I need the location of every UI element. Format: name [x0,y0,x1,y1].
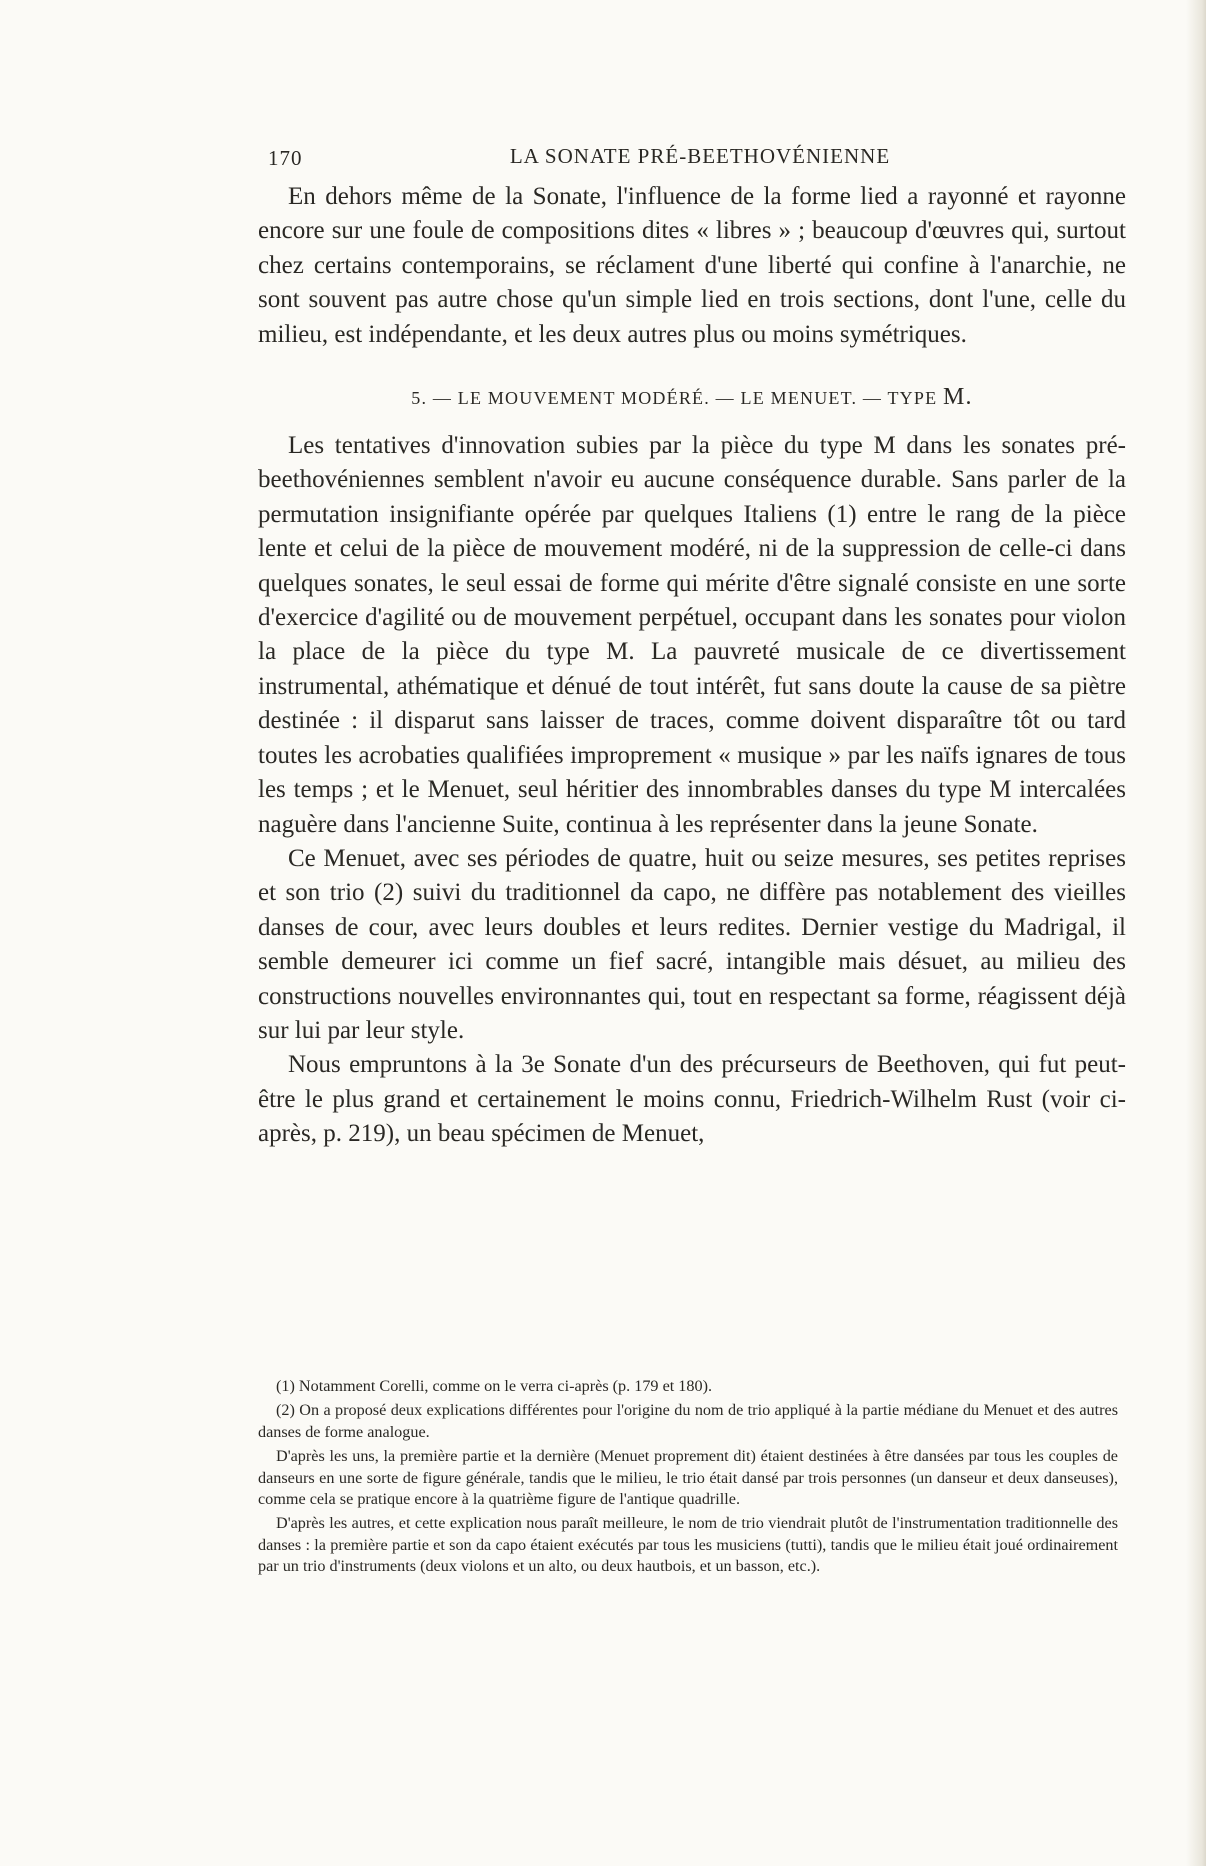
heading-dash: — [862,388,883,409]
section-heading [258,384,1126,411]
heading-dash: — [432,388,453,409]
page-edge-shadow [1186,0,1206,1866]
heading-type-letter: M. [942,384,973,411]
paragraph-menuet-form: Ce Menuet, avec ses périodes de quatre, huit ou seize mesures, ses petites reprises et son trio (2) suivi du traditionnel da capo, ne diffère pas notablement des vieilles danses de cour, avec leurs doubles et leurs redites. Dernier vestige du Madrigal, il semble demeurer ici comme un fief sacré, intangible mais désuet, au milieu des constructions nouvelles environnantes qui, tout en respectant sa forme, réagissent déjà sur lui par leur style. [258,844,1126,1044]
paragraph-lied-influence: En dehors même de la Sonate, l'influence de la forme lied a rayonné et rayonne encore sur une foule de compositions dites « libres » ; beaucoup d'œuvres qui, surtout chez certains contemporains, se réclament d'une liberté qui confine à l'anarchie, ne sont souvent pas autre chose qu'un simple lied en trois sections, dont l'une, celle du milieu, est indépendante, et les deux autres plus ou moins symétriques. [258,183,1126,348]
paragraph-rust-example: Nous empruntons à la 3e Sonate d'un des précurseurs de Beethoven, qui fut peut-être le plus grand et certainement le moins connu, Friedrich-Wilhelm Rust (voir ci-après, p. 219), un beau spécimen de Menuet, [258,1051,1126,1148]
page-number: 170 [268,146,303,170]
heading-part-type: TYPE [887,388,938,409]
paragraph-innovations: Les tentatives d'innovation subies par la pièce du type M dans les sonates pré-beethovéniennes semblent n'avoir eu aucune conséquence durable. Sans parler de la permutation insignifiante opérée par quelques Italiens (1) entre le rang de la pièce lente et celui de la pièce de mouvement modéré, ni de la suppression de celle-ci dans quelques sonates, le seul essai de forme qui mérite d'être signalé consiste en une sorte d'exercice d'agilité ou de mouvement perpétuel, occupant dans les sonates pour violon la place de la pièce du type M. La pauvreté musicale de ce divertissement instrumental, athématique et dénué de tout intérêt, fut sans doute la cause de sa piètre destinée : il disparut sans laisser de traces, comme doivent disparaître tôt ou tard toutes les acrobaties qualifiées improprement « musique » par les naïfs ignares de tous les temps ; et le Menuet, seul héritier des innombrables danses du type M intercalées naguère dans l'ancienne Suite, continua à les représenter dans la jeune Sonate. [258,432,1126,838]
footnote-1: (1) Notamment Corelli, comme on le verra ci-après (p. 179 et 180). [276,1377,713,1395]
footnote-2: (2) On a proposé deux explications différentes pour l'origine du nom de trio appliqué à la partie médiane du Menuet et des autres danses de forme analogue. [258,1401,1118,1441]
page-header [268,144,892,174]
heading-part-moderate: LE MOUVEMENT MODÉRÉ. [457,388,710,409]
section-number: 5. [411,388,428,409]
heading-dash: — [715,388,735,409]
footnote-2-second-view: D'après les autres, et cette explication nous paraît meilleure, le nom de trio viendrait plutôt de l'instrumentation traditionnelle des danses : la première partie et son da capo étaient exécutés par tous les musiciens (tutti), tandis que le milieu était joué ordinairement par un trio d'instruments (deux violons et un alto, ou deux hautbois, et un basson, etc.). [258,1514,1118,1576]
heading-part-menuet: LE MENUET. [740,388,858,409]
footnote-2-first-view: D'après les uns, la première partie et la dernière (Menuet proprement dit) étaient destinées à être dansées par tous les couples de danseurs en une sorte de figure générale, tandis que le milieu, le trio était dansé par trois personnes (un danseur et deux danseuses), comme cela se pratique encore à la quatrième figure de l'antique quadrille. [258,1447,1118,1509]
main-text [258,180,1126,1152]
footnotes [258,1376,1118,1581]
running-title: LA SONATE PRÉ-BEETHOVÉNIENNE [509,144,891,168]
